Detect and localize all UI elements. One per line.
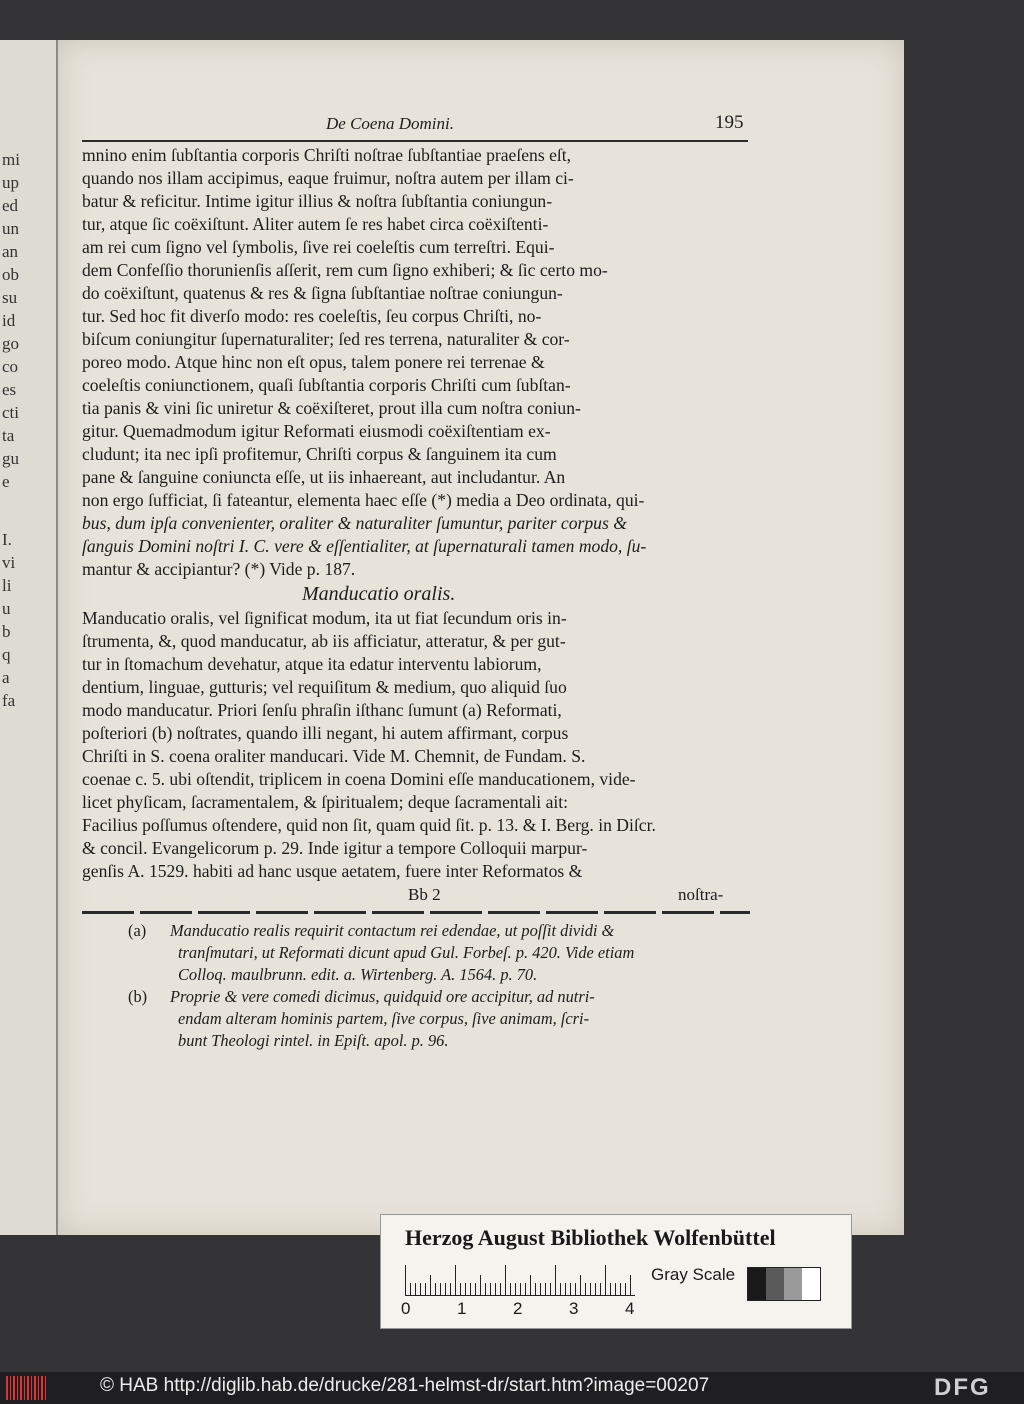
- text-line: dentium, linguae, gutturis; vel requiſitum & medium, quo aliquid ſuo: [82, 677, 567, 697]
- ruler-tick: [440, 1283, 441, 1295]
- prev-page-fragment: ob: [2, 265, 19, 284]
- ruler-tick: [445, 1283, 446, 1295]
- prev-page-fragment: q: [2, 645, 11, 664]
- text-line: pane & ſanguine coniuncta eſſe, ut iis inhaereant, aut includantur. An: [82, 467, 566, 487]
- ruler-tick: [470, 1283, 471, 1295]
- signature-line: [82, 883, 750, 907]
- prev-page-fragment: u: [2, 599, 11, 618]
- ruler-tick: [420, 1283, 421, 1295]
- prev-page-fragment: co: [2, 357, 19, 376]
- ruler-tick: [530, 1275, 531, 1295]
- text-line: Manducatio oralis, vel ſignificat modum, ita ut fiat ſecundum oris in-: [82, 608, 567, 628]
- ruler-tick: [500, 1283, 501, 1295]
- text-line: gitur. Quemadmodum igitur Reformati eiusmodi coëxiſtentiam ex-: [82, 421, 551, 441]
- ruler-tick: [590, 1283, 591, 1295]
- text-line: mnino enim ſubſtantia corporis Chriſti noſtrae ſubſtantiae praeſens eſt,: [82, 145, 572, 165]
- page-number: 195: [715, 112, 744, 133]
- text-line: mantur & accipiantur? (*) Vide p. 187.: [82, 559, 356, 579]
- footnotes: [82, 920, 750, 1052]
- footnote-mark: (b): [128, 987, 148, 1006]
- footnote-line: [82, 964, 750, 986]
- text-line: tur in ſtomachum devehatur, atque ita edatur interventu labiorum,: [82, 654, 542, 674]
- ruler-label: 3: [569, 1299, 579, 1318]
- text-line: biſcum coniungitur ſupernaturaliter; ſed res terrena, naturaliter & cor-: [82, 329, 570, 349]
- footer-url[interactable]: © HAB http://diglib.hab.de/drucke/281-helmst-dr/start.htm?image=00207: [100, 1375, 710, 1396]
- footnote-rule: [82, 911, 750, 914]
- prev-page-fragment: fa: [2, 691, 16, 710]
- text-line: tur, atque ſic coëxiſtunt. Aliter autem ſe res habet circa coëxiſtenti-: [82, 214, 549, 234]
- text-line: licet phyſicam, ſacramentalem, & ſpiritualem; deque ſacramentali ait:: [82, 792, 569, 812]
- ruler-tick: [430, 1275, 431, 1295]
- ruler-tick: [505, 1265, 506, 1295]
- footnote-text: bunt Theologi rintel. in Epiſt. apol. p. 96.: [178, 1031, 449, 1050]
- prev-page-fragment: gu: [2, 449, 19, 468]
- prev-page-fragment: su: [2, 288, 18, 307]
- text-line: genſis A. 1529. habiti ad hanc usque aetatem, fuere inter Reformatos &: [82, 861, 583, 881]
- text-line: poreo modo. Atque hinc non eſt opus, talem ponere rei terrenae &: [82, 352, 545, 372]
- footnote-mark: (a): [128, 921, 147, 940]
- footnote-line: [82, 920, 750, 942]
- prev-page-fragment: ta: [2, 426, 15, 445]
- prev-page-fragment: es: [2, 380, 17, 399]
- ruler-tick: [585, 1283, 586, 1295]
- ruler-tick: [545, 1283, 546, 1295]
- ruler-tick: [535, 1283, 536, 1295]
- header-rule: [82, 140, 748, 142]
- text-line: bus, dum ipſa convenienter, oraliter & naturaliter ſumuntur, pariter corpus &: [82, 513, 627, 533]
- ruler-tick: [610, 1283, 611, 1295]
- ruler-tick: [490, 1283, 491, 1295]
- ruler-tick: [515, 1283, 516, 1295]
- ruler-tick: [565, 1283, 566, 1295]
- ruler-tick: [425, 1283, 426, 1295]
- ruler-tick: [570, 1283, 571, 1295]
- ruler-tick: [580, 1275, 581, 1295]
- prev-page-fragment: vi: [2, 553, 16, 572]
- text-line: coeleſtis coniunctionem, quaſi ſubſtantia corporis Chriſti cum ſubſtan-: [82, 375, 571, 395]
- ruler-tick: [620, 1283, 621, 1295]
- gray-scale-swatch: [747, 1267, 821, 1301]
- footnote-line: [82, 1030, 750, 1052]
- ruler-tick: [605, 1265, 606, 1295]
- text-line: do coëxiſtunt, quatenus & res & ſigna ſubſtantiae noſtrae coniungun-: [82, 283, 563, 303]
- text-line: tia panis & vini ſic uniretur & coëxiſteret, prout illa cum noſtra coniun-: [82, 398, 581, 418]
- footnote-text: endam alteram hominis partem, ſive corpus, ſive animam, ſcri-: [178, 1009, 590, 1028]
- text-line: modo manducatur. Priori ſenſu phraſin iſthanc ſumunt (a) Reformati,: [82, 700, 562, 720]
- footnote-text: tranſmutari, ut Reformati dicunt apud Gul. Forbeſ. p. 420. Vide etiam: [178, 943, 635, 962]
- ruler-label: 2: [513, 1299, 523, 1318]
- ruler-tick: [625, 1283, 626, 1295]
- ruler-tick: [540, 1283, 541, 1295]
- text-line: poſteriori (b) noſtrates, quando illi negant, hi autem affirmant, corpus: [82, 723, 569, 743]
- ruler-tick: [460, 1283, 461, 1295]
- text-line: ſanguis Domini noſtri I. C. vere & eſſentialiter, at ſupernaturali tamen modo, ſu-: [82, 536, 647, 556]
- running-title: De Coena Domini.: [326, 114, 454, 133]
- ruler-tick: [450, 1283, 451, 1295]
- ruler-tick: [405, 1265, 406, 1295]
- ruler-tick: [630, 1275, 631, 1295]
- footnote-line: [82, 986, 750, 1008]
- ruler-label: 0: [401, 1299, 411, 1318]
- text-line: Chriſti in S. coena oraliter manducari. Vide M. Chemnit, de Fundam. S.: [82, 746, 586, 766]
- ruler-label: 1: [457, 1299, 467, 1318]
- text-line: ſtrumenta, &, quod manducatur, ab iis afficiatur, atteratur, & per gut-: [82, 631, 566, 651]
- ruler-tick: [455, 1265, 456, 1295]
- text-line: cludunt; ita nec ipſi profitemur, Chriſti corpus & ſanguinem ita cum: [82, 444, 557, 464]
- prev-page-fragment: cti: [2, 403, 19, 422]
- ruler-tick: [465, 1283, 466, 1295]
- section-paragraph: [82, 607, 750, 883]
- footnote-text: Colloq. maulbrunn. edit. a. Wirtenberg. A. 1564. p. 70.: [178, 965, 538, 984]
- gray-scale-label: Gray Scale: [651, 1265, 736, 1284]
- ruler-tick: [550, 1283, 551, 1295]
- ruler-tick: [435, 1283, 436, 1295]
- prev-page-fragment: I.: [2, 530, 12, 549]
- prev-page-fragment: b: [2, 622, 11, 641]
- ruler-tick: [410, 1283, 411, 1295]
- footnote-line: [82, 1008, 750, 1030]
- main-paragraph: [82, 144, 750, 581]
- library-title: Herzog August Bibliothek Wolfenbüttel: [405, 1225, 776, 1250]
- text-line: batur & reficitur. Intime igitur illius & noſtra ſubſtantia coniungun-: [82, 191, 553, 211]
- ruler-tick: [495, 1283, 496, 1295]
- prev-page-fragment: a: [2, 668, 10, 687]
- prev-page-fragment: mi: [2, 150, 20, 169]
- footnote-text: Proprie & vere comedi dicimus, quidquid ore accipitur, ad nutri-: [170, 987, 595, 1006]
- text-line: dem Confeſſio thorunienſis aſſerit, rem cum ſigno exhiberi; & ſic certo mo-: [82, 260, 608, 280]
- text-line: Facilius poſſumus oſtendere, quid non ſit, quam quid ſit. p. 13. & I. Berg. in Diſcr.: [82, 815, 656, 835]
- ruler-tick: [555, 1265, 556, 1295]
- text-line: non ergo ſufficiat, ſi fateantur, elementa haec eſſe (*) media a Deo ordinata, qui-: [82, 490, 645, 510]
- ruler-label: 4: [625, 1299, 635, 1318]
- dfg-logo: DFG: [934, 1374, 991, 1401]
- prev-page-fragment: un: [2, 219, 19, 238]
- text-line: am rei cum ſigno vel ſymbolis, ſive rei coeleſtis cum terreſtri. Equi-: [82, 237, 555, 257]
- prev-page-fragment: li: [2, 576, 12, 595]
- previous-page-edge: [0, 40, 58, 1235]
- prev-page-fragment: id: [2, 311, 16, 330]
- ruler-tick: [595, 1283, 596, 1295]
- signature-mark: Bb 2: [408, 885, 441, 904]
- ruler-tick: [415, 1283, 416, 1295]
- ruler-tick: [480, 1275, 481, 1295]
- text-line: tur. Sed hoc fit diverſo modo: res coeleſtis, ſeu corpus Chriſti, no-: [82, 306, 542, 326]
- scale-ruler: [405, 1263, 635, 1296]
- text-line: coenae c. 5. ubi oſtendit, triplicem in coena Domini eſſe manducationem, vide-: [82, 769, 636, 789]
- footnote-line: [82, 942, 750, 964]
- catchword: noſtra-: [678, 885, 724, 904]
- ruler-tick: [525, 1283, 526, 1295]
- text-line: & concil. Evangelicorum p. 29. Inde igitur a tempore Colloquii marpur-: [82, 838, 588, 858]
- prev-page-fragment: an: [2, 242, 19, 261]
- body-text: [82, 144, 750, 1052]
- prev-page-fragment: go: [2, 334, 19, 353]
- ruler-tick: [600, 1283, 601, 1295]
- footnote-text: Manducatio realis requirit contactum rei edendae, ut poſſit dividi &: [170, 921, 615, 940]
- section-heading: Manducatio oralis.: [302, 583, 456, 605]
- ruler-tick: [510, 1283, 511, 1295]
- ruler-tick: [560, 1283, 561, 1295]
- ruler-tick: [615, 1283, 616, 1295]
- prev-page-fragment: up: [2, 173, 19, 192]
- barcode-icon: [6, 1376, 46, 1400]
- ruler-tick: [485, 1283, 486, 1295]
- text-line: quando nos illam accipimus, eaque fruimur, noſtra autem per illam ci-: [82, 168, 574, 188]
- scanned-page: [58, 40, 904, 1235]
- prev-page-fragment: e: [2, 472, 10, 491]
- library-logo-card: [380, 1214, 852, 1329]
- ruler-tick: [475, 1283, 476, 1295]
- ruler-tick: [575, 1283, 576, 1295]
- prev-page-fragment: ed: [2, 196, 19, 215]
- page-header: [58, 114, 904, 140]
- footer-bar: [0, 1372, 1024, 1404]
- ruler-tick: [520, 1283, 521, 1295]
